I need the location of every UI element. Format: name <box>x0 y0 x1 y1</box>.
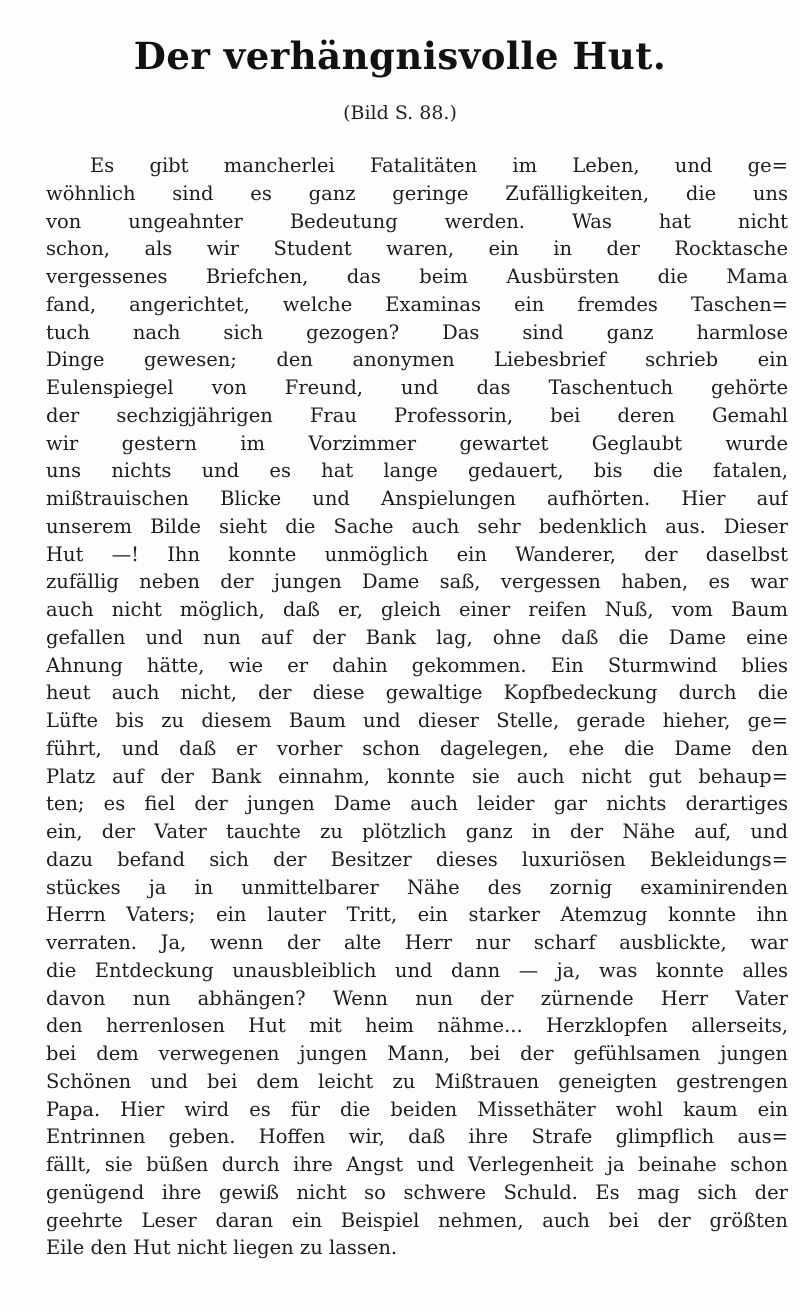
text-line: mißtrauischen Blicke und Anspielungen aufhörten. Hier auf <box>46 487 788 510</box>
text-line: Lüfte bis zu diesem Baum und dieser Stelle, gerade hieher, ge= <box>46 709 788 732</box>
text-line: geehrte Leser daran ein Beispiel nehmen, auch bei der größten <box>46 1208 788 1232</box>
text-line: wir gestern im Vorzimmer gewartet Geglaubt wurde <box>46 431 788 455</box>
text-line: auch nicht möglich, daß er, gleich einer reifen Nuß, vom Baum <box>46 598 788 621</box>
text-line: die Entdeckung unausbleiblich und dann — ja, was konnte alles <box>46 958 788 982</box>
text-line: ein, der Vater tauchte zu plötzlich ganz in der Nähe auf, und <box>46 820 788 843</box>
article-title: Der verhängnisvolle Hut. <box>133 34 667 78</box>
text-line: Hut —! Ihn konnte unmöglich ein Wanderer, der daselbst <box>46 542 788 566</box>
text-line: davon nun abhängen? Wenn nun der zürnende Herr Vater <box>46 986 788 1010</box>
text-line: führt, und daß er vorher schon dagelegen, ehe die Dame den <box>46 736 788 760</box>
text-line: stückes ja in unmittelbarer Nähe des zornig examinirenden <box>46 875 788 899</box>
text-line: Entrinnen geben. Hoffen wir, daß ihre Strafe glimpflich aus= <box>46 1125 788 1149</box>
text-line: zufällig neben der jungen Dame saß, vergessen haben, es war <box>46 570 788 594</box>
text-line: bei dem verwegenen jungen Mann, bei der gefühlsamen jungen <box>46 1042 788 1065</box>
text-line: Herrn Vaters; ein lauter Tritt, ein starker Atemzug konnte ihn <box>46 903 788 927</box>
text-line: Dinge gewesen; den anonymen Liebesbrief schrieb ein <box>46 348 788 372</box>
text-line: heut auch nicht, der diese gewaltige Kopfbedeckung durch die <box>46 681 788 705</box>
text-line: gefallen und nun auf der Bank lag, ohne daß die Dame eine <box>46 625 788 649</box>
text-line: uns nichts und es hat lange gedauert, bis die fatalen, <box>46 459 788 483</box>
text-line: vergessenes Briefchen, das beim Ausbürsten die Mama <box>46 265 788 288</box>
text-line: Es gibt mancherlei Fatalitäten im Leben, und ge= <box>90 154 788 177</box>
text-line: unserem Bilde sieht die Sache auch sehr bedenklich aus. Dieser <box>46 514 788 538</box>
text-line: schon, als wir Student waren, ein in der Rocktasche <box>46 237 788 261</box>
text-line: Platz auf der Bank einnahm, konnte sie auch nicht gut behaup= <box>46 764 788 788</box>
text-line: fällt, sie büßen durch ihre Angst und Verlegenheit ja beinahe schon <box>46 1153 788 1176</box>
text-line: dazu befand sich der Besitzer dieses luxuriösen Bekleidungs= <box>46 847 788 871</box>
text-line: ten; es fiel der jungen Dame auch leider gar nichts derartiges <box>46 792 788 816</box>
text-line: den herrenlosen Hut mit heim nähme... Herzklopfen allerseits, <box>46 1014 788 1038</box>
text-line: wöhnlich sind es ganz geringe Zufälligkeiten, die uns <box>46 181 788 205</box>
picture-reference: (Bild S. 88.) <box>343 102 457 124</box>
text-line: Eulenspiegel von Freund, und das Taschentuch gehörte <box>46 376 788 399</box>
article-body <box>46 152 788 1262</box>
text-line: genügend ihre gewiß nicht so schwere Schuld. Es mag sich der <box>46 1180 788 1204</box>
text-line: Papa. Hier wird es für die beiden Missethäter wohl kaum ein <box>46 1097 788 1121</box>
text-line: der sechzigjährigen Frau Professorin, bei deren Gemahl <box>46 403 788 427</box>
text-line: von ungeahnter Bedeutung werden. Was hat nicht <box>46 209 788 233</box>
text-line: tuch nach sich gezogen? Das sind ganz harmlose <box>46 320 788 344</box>
text-line: Eile den Hut nicht liegen zu lassen. <box>46 1236 398 1260</box>
text-line: Ahnung hätte, wie er dahin gekommen. Ein Sturmwind blies <box>46 653 788 677</box>
text-line: verraten. Ja, wenn der alte Herr nur scharf ausblickte, war <box>46 931 788 954</box>
text-line: fand, angerichtet, welche Examinas ein fremdes Taschen= <box>46 292 788 316</box>
text-line: Schönen und bei dem leicht zu Mißtrauen geneigten gestrengen <box>46 1069 788 1093</box>
